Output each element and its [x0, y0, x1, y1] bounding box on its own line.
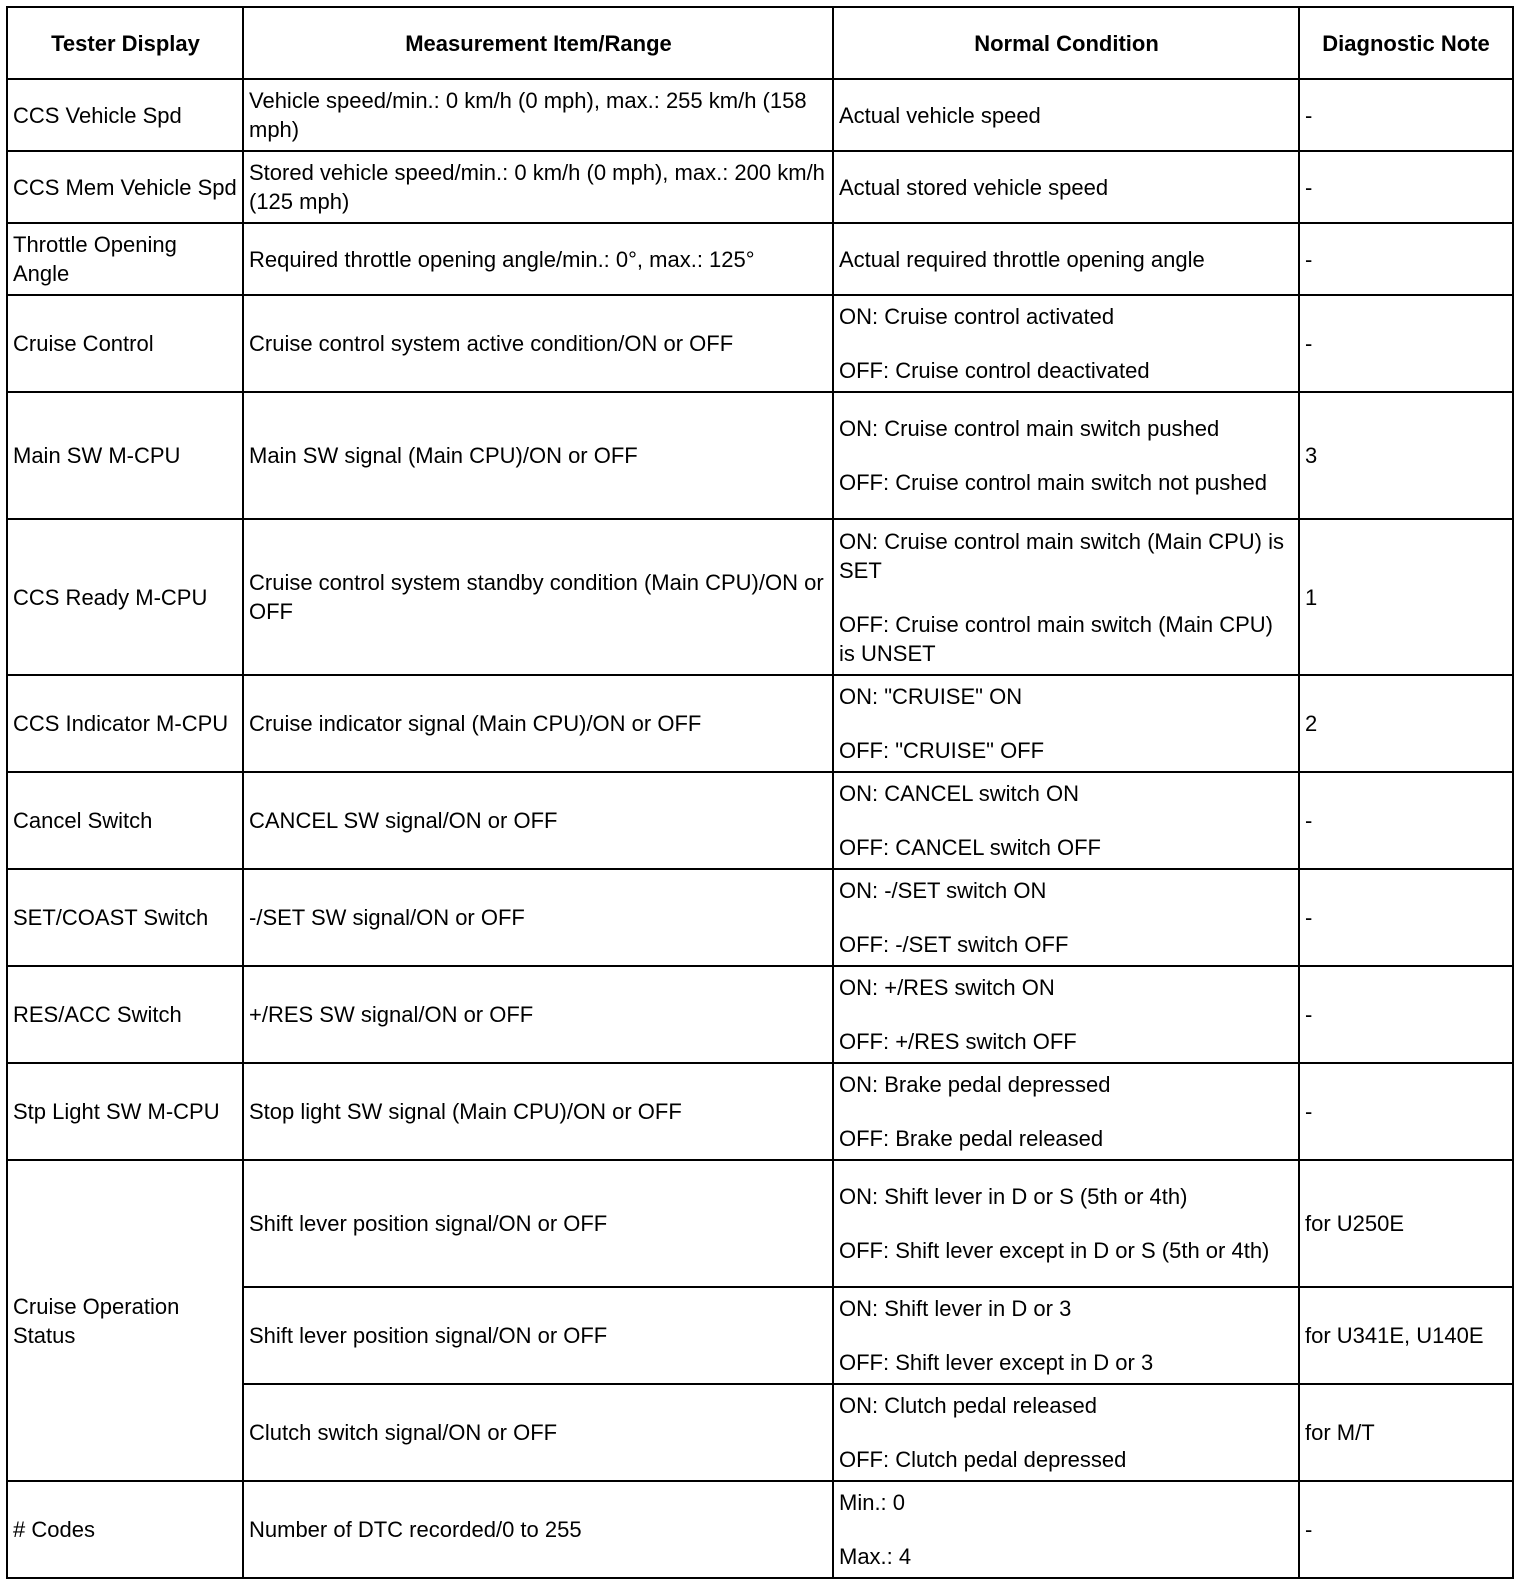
tester-display-cell: Main SW M-CPU: [7, 392, 243, 519]
condition-on-text: ON: Shift lever in D or S (5th or 4th): [839, 1184, 1188, 1209]
header-tester-display: Tester Display: [7, 7, 243, 79]
condition-cell: [833, 966, 1299, 1063]
tester-display-cell: CCS Vehicle Spd: [7, 79, 243, 151]
condition-cell: [833, 519, 1299, 675]
table-row: [7, 1063, 1513, 1160]
condition-cell: [833, 392, 1299, 519]
condition-off-text: OFF: -/SET switch OFF: [839, 932, 1069, 957]
condition-on-text: ON: Clutch pedal released: [839, 1393, 1098, 1418]
tester-display-cell: Cancel Switch: [7, 772, 243, 869]
condition-off-text: OFF: Cruise control deactivated: [839, 358, 1150, 383]
tester-display-cell: Throttle Opening Angle: [7, 223, 243, 295]
diagnostic-note-cell: -: [1299, 966, 1513, 1063]
condition-on-text: ON: Cruise control activated: [839, 304, 1115, 329]
condition-off-text: OFF: Shift lever except in D or S (5th or 4th): [839, 1238, 1270, 1263]
tester-display-cell: Cruise Operation Status: [7, 1160, 243, 1481]
condition-off-text: OFF: +/RES switch OFF: [839, 1029, 1077, 1054]
table-row: [7, 519, 1513, 675]
condition-on-text: ON: -/SET switch ON: [839, 878, 1047, 903]
tester-display-cell: CCS Ready M-CPU: [7, 519, 243, 675]
table-row: [7, 1481, 1513, 1578]
condition-off-text: OFF: "CRUISE" OFF: [839, 738, 1045, 763]
diagnostic-note-cell: 1: [1299, 519, 1513, 675]
condition-cell: [833, 1063, 1299, 1160]
diagnostic-note-cell: -: [1299, 223, 1513, 295]
measurement-cell: CANCEL SW signal/ON or OFF: [243, 772, 833, 869]
diagnostic-note-cell: for U341E, U140E: [1299, 1287, 1513, 1384]
diagnostic-note-cell: for M/T: [1299, 1384, 1513, 1481]
condition-cell: [833, 869, 1299, 966]
condition-min-text: Min.: 0: [839, 1490, 906, 1515]
diagnostic-note-cell: -: [1299, 869, 1513, 966]
measurement-cell: Cruise control system standby condition (Main CPU)/ON or OFF: [243, 519, 833, 675]
condition-cell: [833, 772, 1299, 869]
condition-off-text: OFF: CANCEL switch OFF: [839, 835, 1101, 860]
condition-on-text: ON: "CRUISE" ON: [839, 684, 1023, 709]
tester-display-cell: Cruise Control: [7, 295, 243, 392]
diagnostic-note-cell: -: [1299, 151, 1513, 223]
condition-cell: [833, 295, 1299, 392]
table-row: [7, 223, 1513, 295]
header-normal-condition: Normal Condition: [833, 7, 1299, 79]
table-row: [7, 675, 1513, 772]
condition-off-text: OFF: Brake pedal released: [839, 1126, 1104, 1151]
header-diagnostic-note: Diagnostic Note: [1299, 7, 1513, 79]
diagnostic-note-cell: -: [1299, 1063, 1513, 1160]
table-row: [7, 966, 1513, 1063]
condition-off-text: OFF: Shift lever except in D or 3: [839, 1350, 1154, 1375]
diagnostic-data-table: [6, 6, 1514, 1579]
condition-on-text: ON: Shift lever in D or 3: [839, 1296, 1072, 1321]
tester-display-cell: CCS Indicator M-CPU: [7, 675, 243, 772]
measurement-cell: +/RES SW signal/ON or OFF: [243, 966, 833, 1063]
tester-display-cell: # Codes: [7, 1481, 243, 1578]
condition-on-text: ON: Cruise control main switch pushed: [839, 416, 1220, 441]
diagnostic-note-cell: -: [1299, 79, 1513, 151]
diagnostic-note-cell: -: [1299, 772, 1513, 869]
condition-on-text: ON: Brake pedal depressed: [839, 1072, 1111, 1097]
table-row: [7, 869, 1513, 966]
measurement-cell: Number of DTC recorded/0 to 255: [243, 1481, 833, 1578]
table-row: [7, 79, 1513, 151]
condition-cell: [833, 1384, 1299, 1481]
tester-display-cell: CCS Mem Vehicle Spd: [7, 151, 243, 223]
header-measurement-item: Measurement Item/Range: [243, 7, 833, 79]
tester-display-cell: SET/COAST Switch: [7, 869, 243, 966]
measurement-cell: Main SW signal (Main CPU)/ON or OFF: [243, 392, 833, 519]
diagnostic-note-cell: -: [1299, 1481, 1513, 1578]
diagnostic-note-cell: 3: [1299, 392, 1513, 519]
measurement-cell: Required throttle opening angle/min.: 0°, max.: 125°: [243, 223, 833, 295]
condition-cell: Actual stored vehicle speed: [833, 151, 1299, 223]
condition-on-text: ON: CANCEL switch ON: [839, 781, 1080, 806]
measurement-cell: Clutch switch signal/ON or OFF: [243, 1384, 833, 1481]
tester-display-cell: Stp Light SW M-CPU: [7, 1063, 243, 1160]
condition-cell: [833, 1160, 1299, 1287]
table-header-row: [7, 7, 1513, 79]
condition-off-text: OFF: Cruise control main switch not pushed: [839, 470, 1267, 495]
measurement-cell: Vehicle speed/min.: 0 km/h (0 mph), max.: 255 km/h (158 mph): [243, 79, 833, 151]
condition-max-text: Max.: 4: [839, 1544, 912, 1569]
table-row: [7, 1160, 1513, 1287]
table-row: [7, 295, 1513, 392]
diagnostic-note-cell: for U250E: [1299, 1160, 1513, 1287]
condition-off-text: OFF: Clutch pedal depressed: [839, 1447, 1127, 1472]
condition-on-text: ON: Cruise control main switch (Main CPU) is SET: [839, 528, 1284, 583]
measurement-cell: Cruise control system active condition/ON or OFF: [243, 295, 833, 392]
tester-display-cell: RES/ACC Switch: [7, 966, 243, 1063]
condition-on-text: ON: +/RES switch ON: [839, 975, 1055, 1000]
condition-cell: Actual vehicle speed: [833, 79, 1299, 151]
condition-cell: [833, 1481, 1299, 1578]
measurement-cell: Cruise indicator signal (Main CPU)/ON or OFF: [243, 675, 833, 772]
condition-cell: Actual required throttle opening angle: [833, 223, 1299, 295]
table-row: [7, 772, 1513, 869]
diagnostic-note-cell: -: [1299, 295, 1513, 392]
condition-cell: [833, 675, 1299, 772]
table-row: [7, 392, 1513, 519]
condition-off-text: OFF: Cruise control main switch (Main CPU) is UNSET: [839, 611, 1273, 666]
table-row: [7, 151, 1513, 223]
measurement-cell: Shift lever position signal/ON or OFF: [243, 1287, 833, 1384]
measurement-cell: Stored vehicle speed/min.: 0 km/h (0 mph), max.: 200 km/h (125 mph): [243, 151, 833, 223]
measurement-cell: Stop light SW signal (Main CPU)/ON or OFF: [243, 1063, 833, 1160]
diagnostic-note-cell: 2: [1299, 675, 1513, 772]
condition-cell: [833, 1287, 1299, 1384]
measurement-cell: Shift lever position signal/ON or OFF: [243, 1160, 833, 1287]
measurement-cell: -/SET SW signal/ON or OFF: [243, 869, 833, 966]
